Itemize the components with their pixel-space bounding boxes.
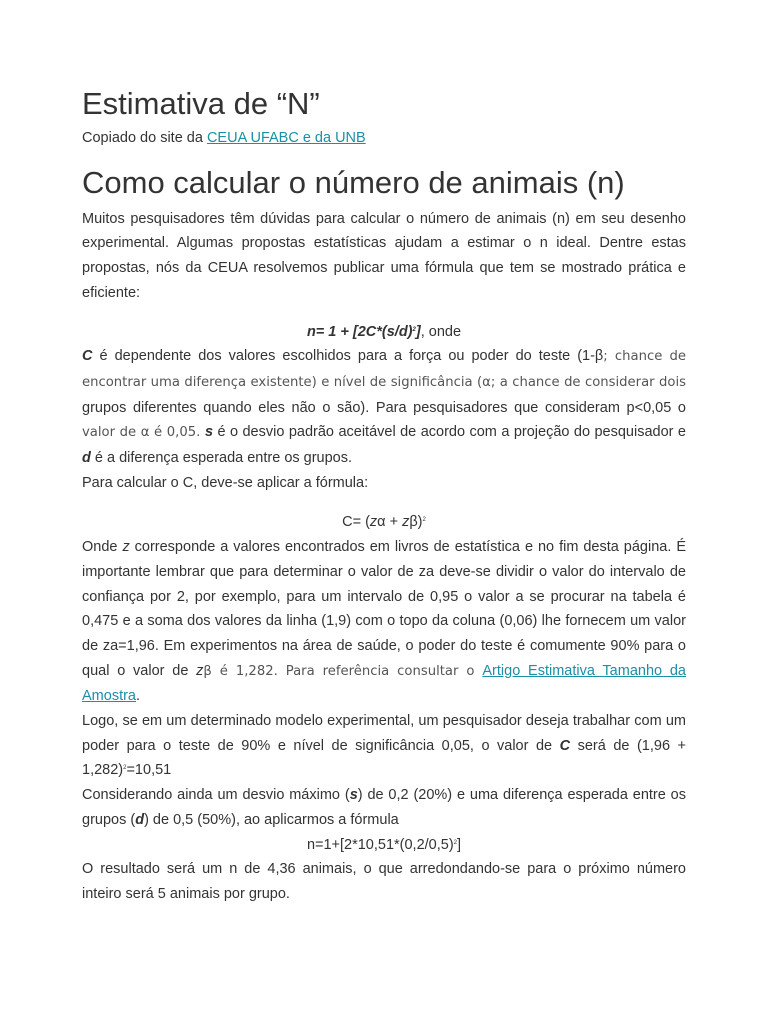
formula-n-expr: n= 1 + [2C*(s/d)	[306, 323, 413, 340]
page-title: Estimativa de “N”	[82, 86, 320, 121]
formula-c	[82, 510, 686, 535]
result-paragraph: O resultado será um n de 4,36 animais, o que arredondando-se para o próximo número inteiro será 5 animais por grupo.	[82, 861, 686, 902]
z-text-1: Onde	[82, 539, 123, 556]
logo-exponent: 2	[123, 765, 127, 772]
formula-applied-expr: n=1+[2*10,51*(0,2/0,5)	[306, 836, 454, 853]
c-def-text-3: grupos diferentes quando eles não o são). Para pesquisadores que consideram p<0,05 o	[82, 399, 686, 416]
formula-n-exponent: 2	[412, 326, 416, 333]
consider-text-1: Considerando ainda um desvio máximo (	[82, 787, 350, 804]
c-variable: C	[82, 348, 93, 365]
source-link[interactable]: CEUA UFABC e da UNB	[206, 130, 366, 146]
consider-paragraph	[82, 783, 686, 832]
source-line	[82, 126, 686, 151]
formula-c-part-3: β)	[409, 514, 423, 531]
consider-d-variable: d	[135, 811, 145, 828]
formula-n-tail: , onde	[420, 323, 462, 340]
consider-text-3: ) de 0,5 (50%), ao aplicarmos a fórmula	[144, 811, 399, 828]
document	[82, 86, 686, 907]
d-variable: d	[82, 450, 91, 467]
logo-text-2: será de (1,96 + 1,282)	[82, 737, 686, 779]
formula-n-applied	[82, 833, 686, 858]
z-text-3: β é 1,282. Para referência consultar o	[203, 663, 483, 679]
c-def-text-6: é a diferença esperada entre os grupos.	[90, 450, 353, 467]
formula-applied-exponent: 2	[453, 839, 458, 846]
logo-text-3: =10,51	[126, 762, 172, 779]
c-definition-paragraph	[82, 344, 686, 471]
formula-c-part-2: α +	[377, 514, 403, 531]
s-variable: s	[204, 424, 214, 441]
consider-text-2: ) de 0,2 (20%) e uma diferença esperada entre os grupos (	[82, 787, 686, 828]
c-def-text-2: ; chance de encontrar uma diferença existente) e nível de significância (α; a chance de considerar dois	[82, 349, 686, 390]
logo-c-variable: C	[559, 737, 571, 754]
formula-n	[82, 320, 686, 345]
formula-c-z2: z	[402, 514, 410, 531]
intro-paragraph: Muitos pesquisadores têm dúvidas para calcular o número de animais (n) em seu desenho experimental. Algumas propostas estatísticas ajudam a estimar o n ideal. Dentre estas propostas, nós da CEUA resolvemos publicar uma fórmula que tem se mostrado prática e eficiente:	[82, 210, 686, 301]
c-def-text-4: valor de α é 0,05.	[82, 425, 205, 441]
formula-n-close: ]	[415, 323, 421, 340]
source-prefix: Copiado do site da	[82, 130, 207, 146]
formula-applied-close: ]	[457, 836, 462, 853]
z-text-4: .	[136, 688, 141, 705]
c-def-text-5: é o desvio padrão aceitável de acordo com a projeção do pesquisador e	[213, 424, 686, 441]
z-explanation-paragraph	[82, 535, 686, 709]
z-variable: z	[122, 539, 130, 556]
z-beta-variable: z	[196, 662, 204, 679]
z-text-2: corresponde a valores encontrados em livros de estatística e no fim desta página. É importante lembrar que para determinar o valor de za deve-se dividir o valor do intervalo de confiança por 2, por exemplo, para um intervalo de 0,95 o valor a se procurar na tabela é 0,475 e a soma dos valores da linha (1,9) com o topo da coluna (0,06) lhe fornecem um valor de za=1,96. Em experimentos na área de saúde, o poder do teste é comumente 90% para o qual o valor de	[82, 539, 686, 679]
section-title: Como calcular o número de animais (n)	[82, 164, 625, 200]
formula-c-exponent: 2	[422, 517, 426, 524]
logo-text-1: Logo, se em um determinado modelo experimental, um pesquisador deseja trabalhar com um poder para o teste de 90% e nível de significância 0,05, o valor de	[82, 713, 686, 754]
formula-c-part-1: C= (	[342, 514, 370, 531]
consider-s-variable: s	[349, 787, 358, 804]
formula-c-z1: z	[369, 514, 378, 531]
c-def-text-1: é dependente dos valores escolhidos para a força ou poder do teste (1-β	[92, 348, 604, 365]
calc-c-paragraph: Para calcular o C, deve-se aplicar a fórmula:	[82, 474, 369, 491]
logo-paragraph	[82, 709, 686, 783]
article-link[interactable]: Artigo Estimativa Tamanho da Amostra	[82, 662, 686, 705]
